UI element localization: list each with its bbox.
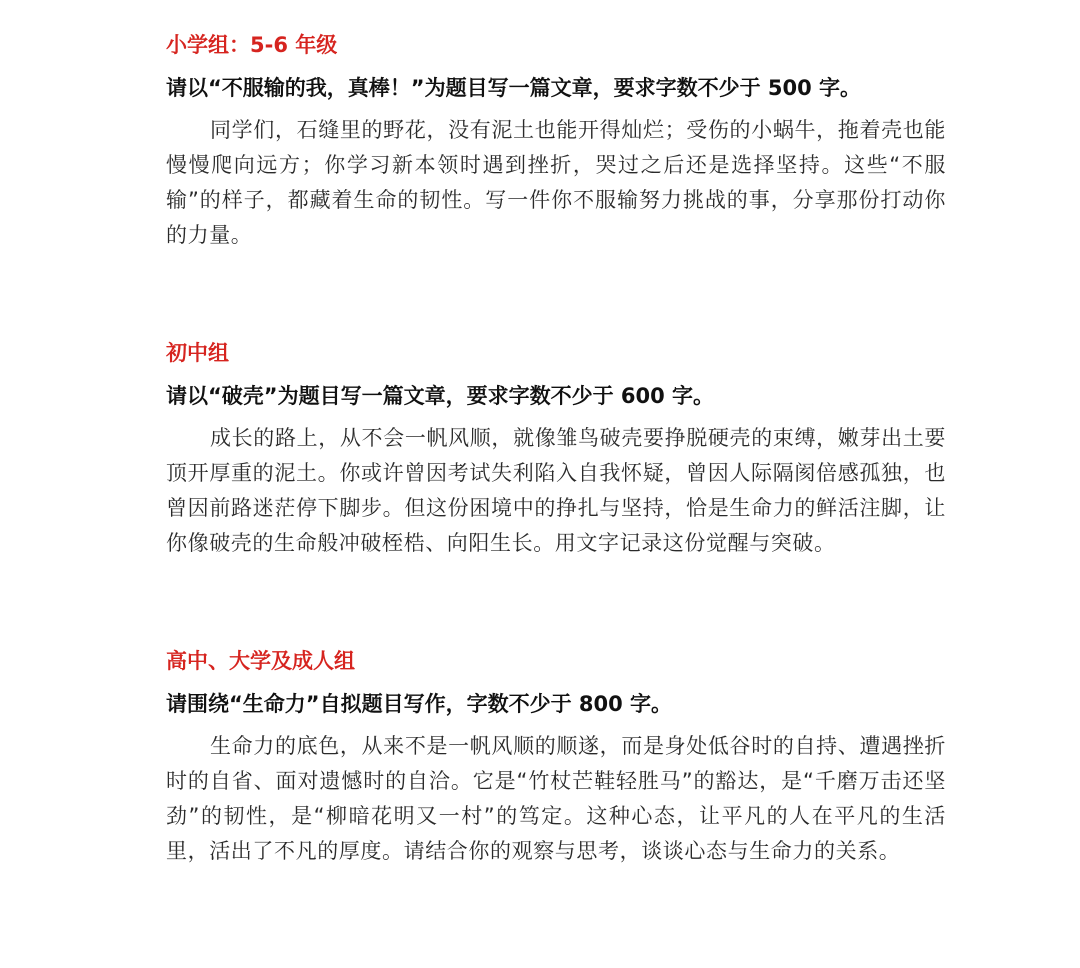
essay-description: 同学们，石缝里的野花，没有泥土也能开得灿烂；受伤的小蜗牛，拖着壳也能慢慢爬向远方；你学习新本领时遇到挫折，哭过之后还是选择坚持。这些“不服输”的样子，都藏着生命的韧性。写一件你不服输努力挑战的事，分享那份打动你的力量。 <box>166 118 946 247</box>
essay-prompt: 请以“破壳”为题目写一篇文章，要求字数不少于 600 字。 <box>166 384 715 408</box>
essay-prompt: 请围绕“生命力”自拟题目写作，字数不少于 800 字。 <box>166 692 673 716</box>
essay-prompt: 请以“不服输的我，真棒！”为题目写一篇文章，要求字数不少于 500 字。 <box>166 76 862 100</box>
section-junior-high <box>166 338 946 561</box>
section-heading: 初中组 <box>166 341 229 365</box>
section-senior-university-adult <box>166 646 946 869</box>
essay-description: 生命力的底色，从来不是一帆风顺的顺遂，而是身处低谷时的自持、遭遇挫折时的自省、面对遗憾时的自洽。它是“竹杖芒鞋轻胜马”的豁达，是“千磨万击还坚劲”的韧性，是“柳暗花明又一村”的笃定。这种心态，让平凡的人在平凡的生活里，活出了不凡的厚度。请结合你的观察与思考，谈谈心态与生命力的关系。 <box>166 734 946 863</box>
section-heading: 高中、大学及成人组 <box>166 649 355 673</box>
section-heading: 小学组：5-6 年级 <box>166 33 338 57</box>
section-primary-school <box>166 30 946 253</box>
essay-description: 成长的路上，从不会一帆风顺，就像雏鸟破壳要挣脱硬壳的束缚，嫩芽出土要顶开厚重的泥土。你或许曾因考试失利陷入自我怀疑，曾因人际隔阂倍感孤独，也曾因前路迷茫停下脚步。但这份困境中的挣扎与坚持，恰是生命力的鲜活注脚，让你像破壳的生命般冲破桎梏、向阳生长。用文字记录这份觉醒与突破。 <box>166 426 946 555</box>
